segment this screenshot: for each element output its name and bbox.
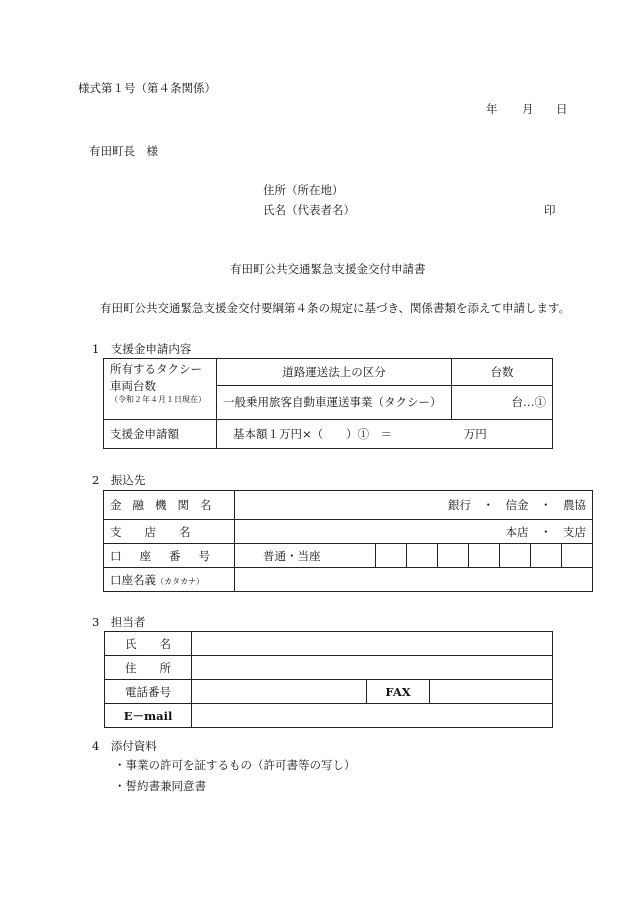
- date-year: 年: [486, 102, 498, 116]
- section4-heading: 4 添付資料: [92, 739, 157, 753]
- amount-label: 支援金申請額: [104, 420, 217, 449]
- contact-name-field[interactable]: [192, 632, 553, 656]
- branch-field[interactable]: 本店 ・ 支店: [235, 520, 593, 544]
- contact-fax-label: FAX: [367, 680, 430, 704]
- addressee: 有田町長 様: [89, 144, 158, 158]
- vehicle-count-note: （令和２年４月１日現在）: [110, 395, 206, 405]
- category-value: 一般乗用旅客自動車運送事業（タクシー）: [217, 385, 452, 419]
- contact-table: [104, 631, 553, 728]
- bank-name-field[interactable]: 銀行 ・ 信金 ・ 農協: [235, 491, 593, 520]
- contact-phone-label: 電話番号: [105, 680, 192, 704]
- account-digit-1[interactable]: [376, 544, 407, 568]
- account-digit-3[interactable]: [438, 544, 469, 568]
- form-number: 様式第１号（第４条関係）: [78, 81, 216, 95]
- contact-fax-field[interactable]: [430, 680, 553, 704]
- section2-heading: 2 振込先: [92, 473, 146, 487]
- contact-email-label: E－mail: [105, 704, 192, 728]
- attachment-item-2: ・誓約書兼同意書: [114, 779, 206, 793]
- amount-unit: 万円: [463, 427, 487, 441]
- intro-text: 有田町公共交通緊急支援金交付要綱第４条の規定に基づき、関係書類を添えて申請します。: [100, 301, 571, 315]
- contact-phone-field[interactable]: [192, 680, 367, 704]
- amount-formula: 基本額１万円×（ ）① ＝: [233, 427, 393, 441]
- contact-email-field[interactable]: [192, 704, 553, 728]
- vehicle-count-label-cell: [104, 359, 217, 420]
- date-day: 日: [556, 102, 568, 116]
- count-header: 台数: [452, 359, 553, 386]
- contact-address-label: 住 所: [105, 656, 192, 680]
- account-digit-6[interactable]: [531, 544, 562, 568]
- contact-name-label: 氏 名: [105, 632, 192, 656]
- document-title: 有田町公共交通緊急支援金交付申請書: [230, 262, 426, 276]
- vehicle-count-label-1: 所有するタクシー: [110, 362, 202, 376]
- vehicle-count-label-2: 車両台数: [110, 378, 156, 393]
- account-digit-7[interactable]: [562, 544, 593, 568]
- count-value[interactable]: 台…①: [452, 385, 553, 419]
- holder-note: （カタカナ）: [156, 576, 204, 586]
- applicant-name-label: 氏名（代表者名）: [263, 203, 355, 217]
- account-label: 口座番号: [110, 548, 228, 563]
- seal-mark: 印: [544, 203, 556, 217]
- section3-heading: 3 担当者: [92, 615, 146, 629]
- account-type[interactable]: 普通・当座: [235, 544, 376, 568]
- holder-field[interactable]: [235, 568, 593, 592]
- account-label-cell: [104, 544, 235, 568]
- date-month: 月: [522, 102, 534, 116]
- category-header: 道路運送法上の区分: [217, 359, 452, 386]
- applicant-address-label: 住所（所在地）: [263, 183, 344, 197]
- holder-label: 口座名義: [110, 572, 156, 587]
- application-table: [103, 358, 553, 449]
- account-digit-5[interactable]: [500, 544, 531, 568]
- account-digit-2[interactable]: [407, 544, 438, 568]
- branch-label-cell: [104, 520, 235, 544]
- amount-formula-cell[interactable]: [217, 420, 553, 449]
- bank-table: [103, 490, 593, 592]
- holder-label-cell: [104, 568, 235, 592]
- branch-label: 支店名: [110, 524, 214, 539]
- bank-name-label: 金融機関名: [104, 491, 235, 520]
- section1-heading: 1 支援金申請内容: [92, 342, 192, 356]
- contact-address-field[interactable]: [192, 656, 553, 680]
- attachment-item-1: ・事業の許可を証するもの（許可書等の写し）: [114, 758, 356, 772]
- account-digit-4[interactable]: [469, 544, 500, 568]
